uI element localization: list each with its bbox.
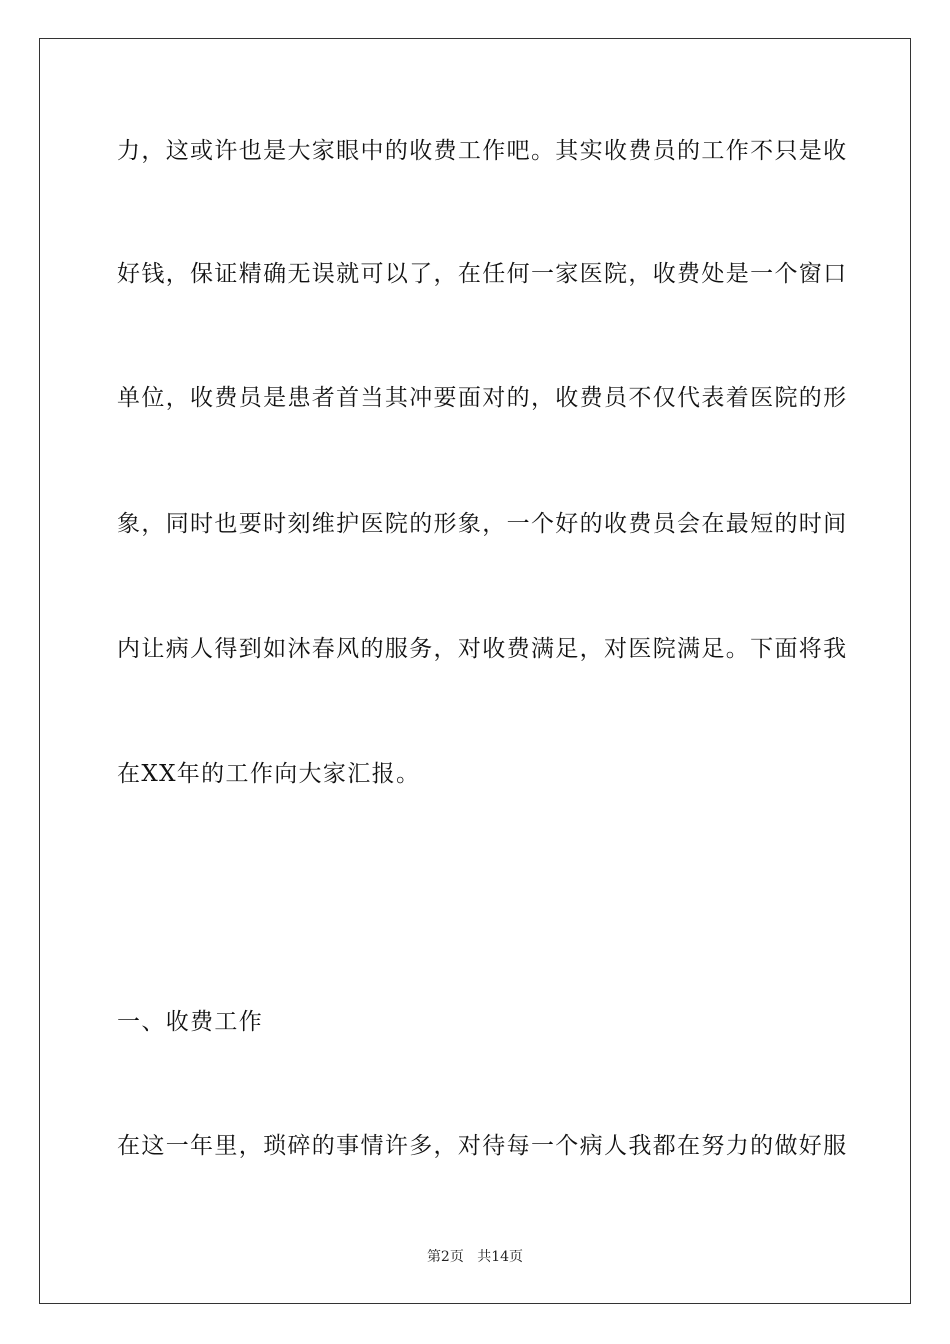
body-text-line: 单位，收费员是患者首当其冲要面对的，收费员不仅代表着医院的形: [117, 385, 848, 411]
total-pages: 共14页: [477, 1249, 524, 1265]
body-text-line: 内让病人得到如沐春风的服务，对收费满足，对医院满足。下面将我: [117, 636, 848, 662]
body-text-line: 象，同时也要时刻维护医院的形象，一个好的收费员会在最短的时间: [117, 511, 848, 537]
section-heading: 一、收费工作: [117, 1009, 264, 1035]
body-text-line: 好钱，保证精确无误就可以了，在任何一家医院，收费处是一个窗口: [117, 261, 848, 287]
page-number: 第2页: [426, 1249, 464, 1265]
body-text-line: 力，这或许也是大家眼中的收费工作吧。其实收费员的工作不只是收: [117, 138, 848, 164]
page-border: [39, 38, 911, 1304]
body-text-line: 在这一年里，琐碎的事情许多，对待每一个病人我都在努力的做好服: [117, 1133, 848, 1159]
body-text-line: 在XX年的工作向大家汇报。: [117, 761, 421, 787]
page-footer: [0, 1248, 950, 1266]
